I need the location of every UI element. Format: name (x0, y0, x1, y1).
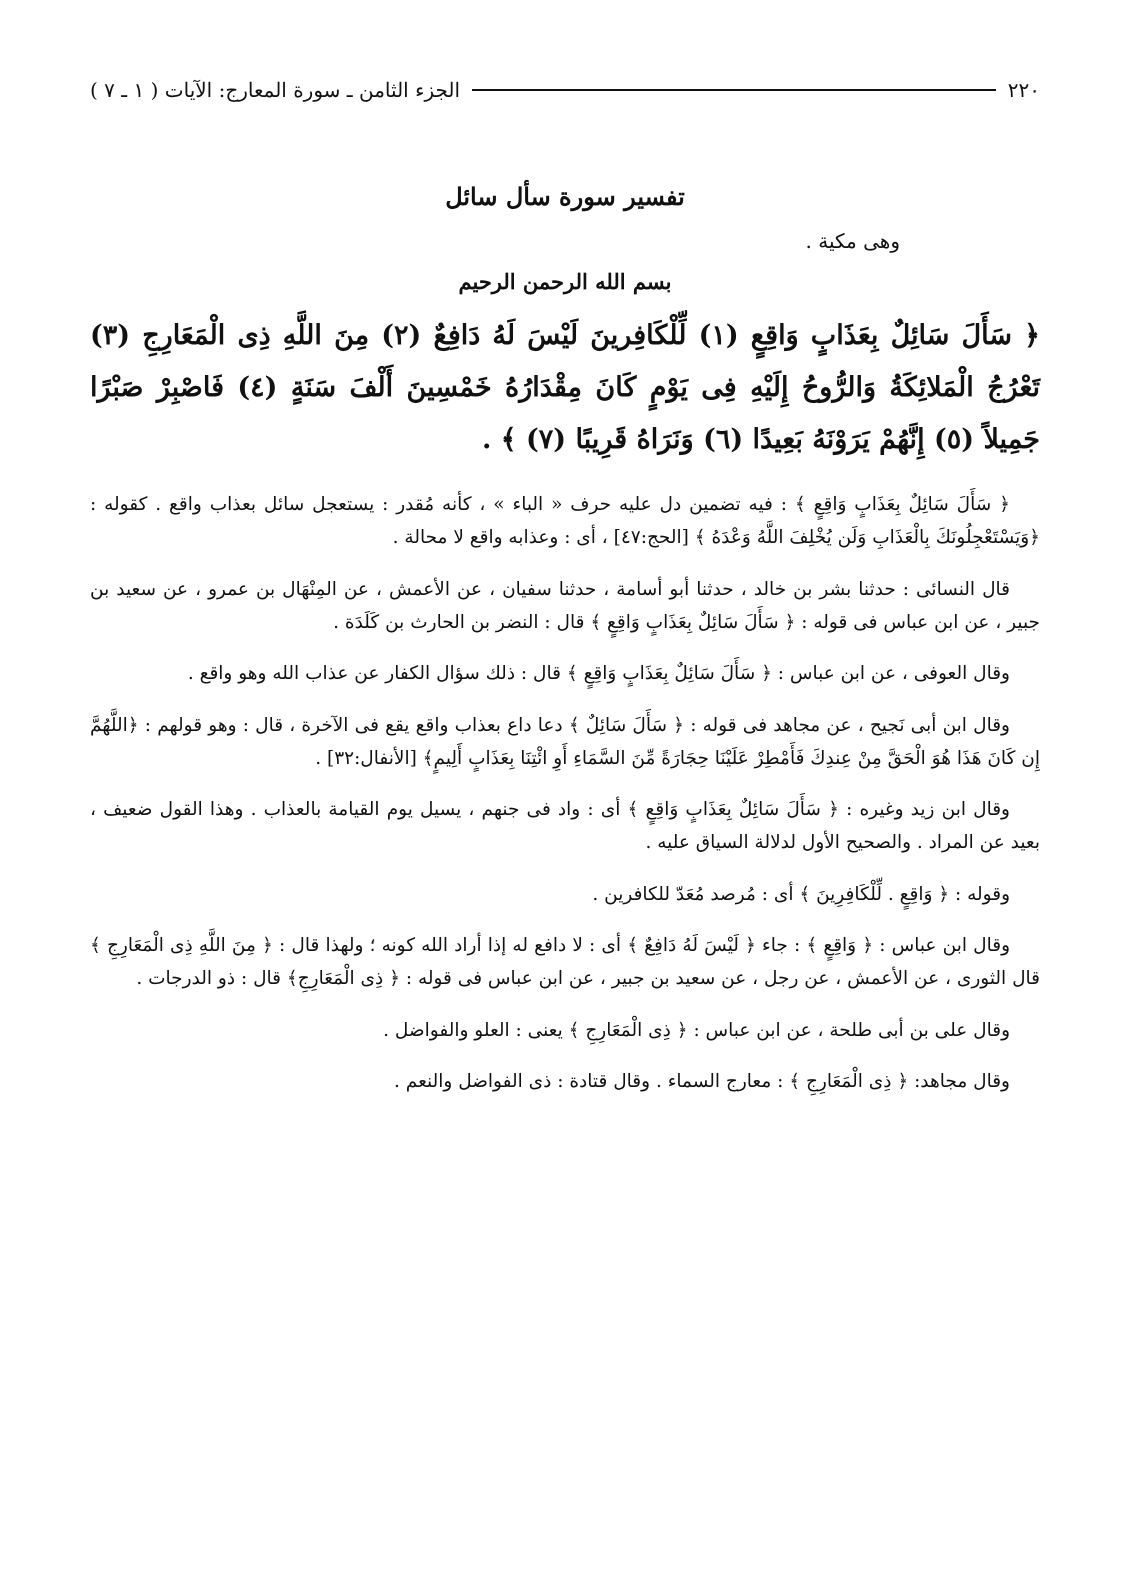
commentary-paragraph-2: قال النسائى : حدثنا بشر بن خالد ، حدثنا أبو أسامة ، حدثنا سفيان ، عن الأعمش ، عن المِنْهَال بن عمرو ، عن سعيد بن جبير ، عن ابن عباس فى قوله : ﴿ سَأَلَ سَائِلٌ بِعَذَابٍ وَاقِعٍ ﴾ قال : النضر بن الحارث بن كَلَدَة . (90, 578, 1040, 633)
header-rule (472, 89, 996, 91)
commentary-paragraph-5: وقال ابن زيد وغيره : ﴿ سَأَلَ سَائِلٌ بِعَذَابٍ وَاقِعٍ ﴾ أى : واد فى جنهم ، يسيل يوم القيامة بالعذاب . وهذا القول ضعيف ، بعيد عن المراد . والصحيح الأول لدلالة السياق عليه . (90, 799, 1040, 853)
commentary-paragraph-9: وقال مجاهد: ﴿ ذِى الْمَعَارِجِ ﴾ : معارج السماء . وقال قتادة : ذى الفواضل والنعم . (394, 1071, 1010, 1092)
quran-verses-block: ﴿ سَأَلَ سَائِلٌ بِعَذَابٍ وَاقِعٍ (١) لِّلْكَافِرينَ لَيْسَ لَهُ دَافِعٌ (٢) مِنَ اللَّهِ ذِى الْمَعَارِجِ (٣) تَعْرُجُ الْمَلائِكَةُ وَالرُّوحُ إِلَيْهِ فِى يَوْمٍ كَانَ مِقْدَارُهُ خَمْسِينَ أَلْفَ سَنَةٍ (٤) فَاصْبِرْ صَبْرًا جَمِيلاً (٥) إِنَّهُمْ يَرَوْنَهُ بَعِيدًا (٦) وَنَرَاهُ قَرِيبًا (٧) ﴾ . (90, 320, 1040, 455)
commentary-paragraph-1: ﴿ سَأَلَ سَائِلٌ بِعَذَابٍ وَاقِعٍ ﴾ : فيه تضمين دل عليه حرف « الباء » ، كأنه مُقدر : يستعجل سائل بعذاب واقع . كقوله : ﴿وَيَسْتَعْجِلُونَكَ بِالْعَذَابِ وَلَن يُخْلِفَ اللَّهُ وَعْدَهُ ﴾ [الحج:٤٧] ، أى : وعذابه واقع لا محالة . (90, 494, 1040, 548)
commentary-paragraph-8: وقال على بن أبى طلحة ، عن ابن عباس : ﴿ ذِى الْمَعَارِجِ ﴾ يعنى : العلو والفواضل . (383, 1019, 1010, 1041)
running-header (90, 70, 1040, 110)
commentary-paragraph-3: وقال العوفى ، عن ابن عباس : ﴿ سَأَلَ سَائِلٌ بِعَذَابٍ وَاقِعٍ ﴾ قال : ذلك سؤال الكفار عن عذاب الله وهو واقع . (187, 663, 1010, 684)
document-page (90, 70, 1040, 1117)
page-number: ٢٢٠ (1007, 78, 1040, 102)
commentary-paragraph-4: وقال ابن أبى نَجيح ، عن مجاهد فى قوله : ﴿ سَأَلَ سَائِلٌ ﴾ دعا داع بعذاب واقع يقع فى الآخرة ، قال : وهو قولهم : ﴿اللَّهُمَّ إِن كَانَ هَذَا هُوَ الْحَقَّ مِنْ عِندِكَ فَأَمْطِرْ عَلَيْنَا حِجَارَةً مِّنَ السَّمَاءِ أَوِ ائْتِنَا بِعَذَابٍ أَلِيمٍ﴾ [الأنفال:٣٢] . (90, 714, 1040, 769)
surah-title: تفسير سورة سأل سائل (445, 182, 685, 211)
basmala: بسم الله الرحمن الرحيم (458, 269, 672, 294)
surah-intro: وهى مكية . (805, 229, 900, 253)
running-title: الجزء الثامن ـ سورة المعارج: الآيات ( ١ ـ ٧ ) (90, 78, 461, 102)
commentary-paragraph-7: وقال ابن عباس : ﴿ وَاقِعٍ ﴾ : جاء ﴿ لَيْسَ لَهُ دَافِعٌ ﴾ أى : لا دافع له إذا أراد الله كونه ؛ ولهذا قال : ﴿ مِنَ اللَّهِ ذِى الْمَعَارِجِ ﴾ قال الثورى ، عن الأعمش ، عن رجل ، عن سعيد بن جبير ، عن ابن عباس فى قوله : ﴿ ذِى الْمَعَارِجِ﴾ قال : ذو الدرجات . (90, 935, 1040, 989)
commentary-paragraph-6: وقوله : ﴿ وَاقِعٍ . لِّلْكَافِرِينَ ﴾ أى : مُرصد مُعَدّ للكافرين . (592, 883, 1010, 905)
